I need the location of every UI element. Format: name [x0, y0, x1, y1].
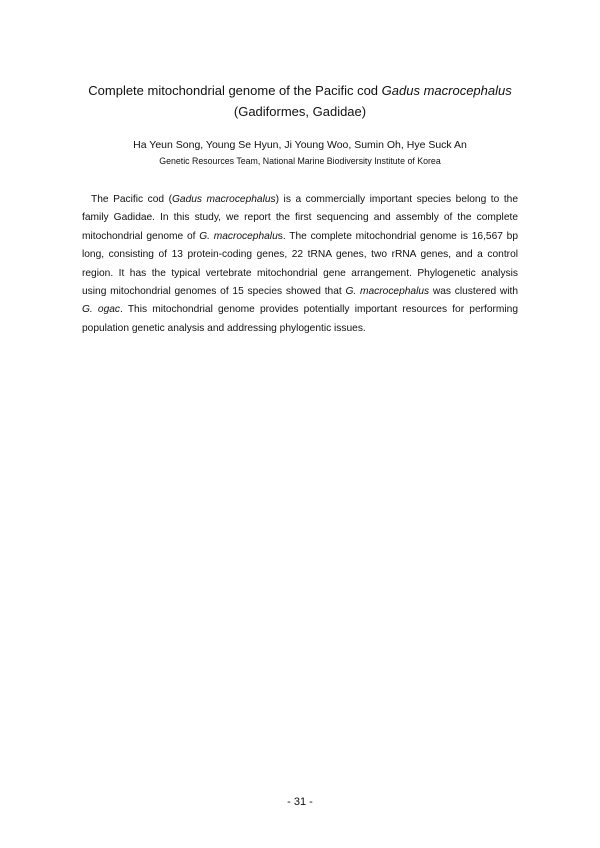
title-text: Complete mitochondrial genome of the Pacific cod [88, 83, 382, 98]
abstract-text: s. The complete mitochondrial genome is 16,567 bp long, consisting of 13 protein-coding genes, 22 tRNA genes, two rRNA genes, and a control region. It has the typical vertebrate mitochondrial gene arrangement. Phylogenetic analysis using mitochondrial genomes of 15 species showed that [82, 230, 519, 298]
species-name: Gadus macrocephalus [171, 194, 276, 205]
abstract-paragraph [82, 191, 518, 338]
species-name: G. macrocephalus [345, 286, 430, 298]
species-name: G. ogac [82, 304, 121, 316]
abstract-text: The Pacific cod ( [91, 194, 172, 205]
abstract-text: . This mitochondrial genome provides potentially important resources for performing population genetic analysis and addressing phylogentic issues. [82, 304, 518, 334]
abstract-text: was clustered with [429, 286, 518, 298]
title-line-1 [40, 80, 560, 101]
page-number: - 31 - [287, 796, 313, 808]
species-name: G. macrocephalu [199, 230, 278, 242]
author-list: Ha Yeun Song, Young Se Hyun, Ji Young Woo, Sumin Oh, Hye Suck An [133, 139, 467, 151]
abstract-text: ) is a commercially important species belong to the family Gadidae. In this study, we report the first sequencing and assembly of the complete mitochondrial genome of [82, 194, 518, 242]
title-line-2: (Gadiformes, Gadidae) [233, 104, 367, 119]
title-species-name: Gadus macrocephalus [381, 83, 512, 98]
author-affiliation: Genetic Resources Team, National Marine Biodiversity Institute of Korea [159, 156, 441, 166]
paper-title [40, 80, 560, 122]
